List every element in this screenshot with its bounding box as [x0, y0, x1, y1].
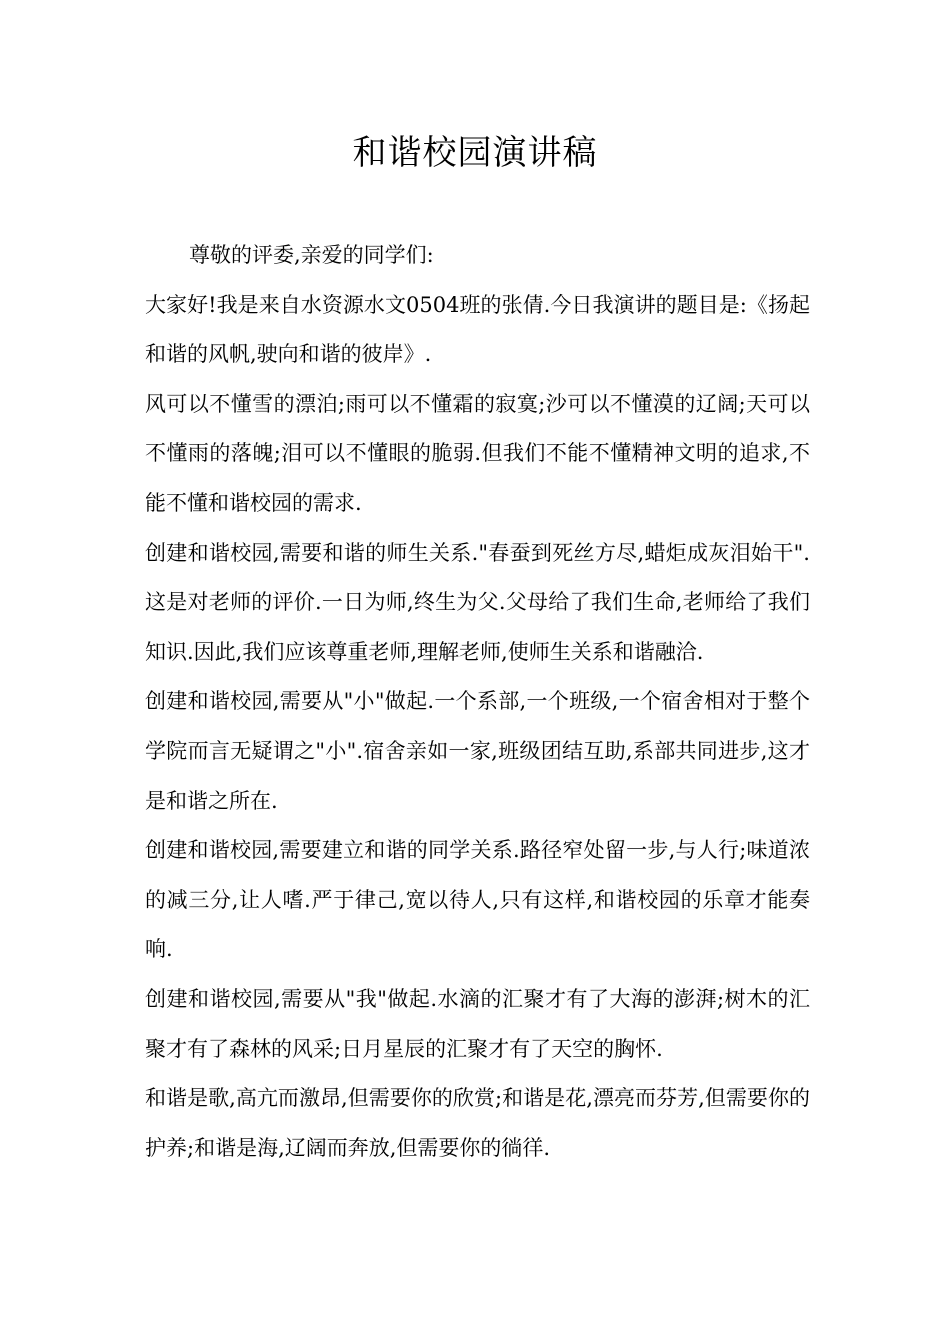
paragraph-greeting: 大家好!我是来自水资源水文0504班的张倩.今日我演讲的题目是:《扬起和谐的风帆,驶向和谐的彼岸》. [145, 292, 810, 367]
paragraph-wind-rain: 风可以不懂雪的漂泊;雨可以不懂霜的寂寞;沙可以不懂漠的辽阔;天可以不懂雨的落魄;泪可以不懂眼的脆弱.但我们不能不懂精神文明的追求,不能不懂和谐校园的需求. [145, 391, 810, 515]
paragraph-start-with-me: 创建和谐校园,需要从"我"做起.水滴的汇聚才有了大海的澎湃;树木的汇聚才有了森林的风采;日月星辰的汇聚才有了天空的胸怀. [145, 986, 810, 1061]
paragraph-harmony: 和谐是歌,高亢而激昂,但需要你的欣赏;和谐是花,漂亮而芬芳,但需要你的护养;和谐是海,辽阔而奔放,但需要你的徜徉. [145, 1086, 810, 1160]
paragraph-classmates: 创建和谐校园,需要建立和谐的同学关系.路径窄处留一步,与人行;味道浓的减三分,让人嗜.严于律己,宽以待人,只有这样,和谐校园的乐章才能奏响. [145, 838, 810, 962]
document-title: 和谐校园演讲稿 [352, 133, 598, 173]
paragraph-teacher-student: 创建和谐校园,需要和谐的师生关系."春蚕到死丝方尽,蜡炬成灰泪始干".这是对老师的评价.一日为师,终生为父.父母给了我们生命,老师给了我们知识.因此,我们应该尊重老师,理解老师,使师生关系和谐融洽. [145, 540, 810, 664]
paragraph-start-small: 创建和谐校园,需要从"小"做起.一个系部,一个班级,一个宿舍相对于整个学院而言无疑谓之"小".宿舍亲如一家,班级团结互助,系部共同进步,这才是和谐之所在. [145, 689, 810, 813]
salutation: 尊敬的评委,亲爱的同学们: [189, 243, 434, 267]
document-body [145, 231, 810, 1173]
